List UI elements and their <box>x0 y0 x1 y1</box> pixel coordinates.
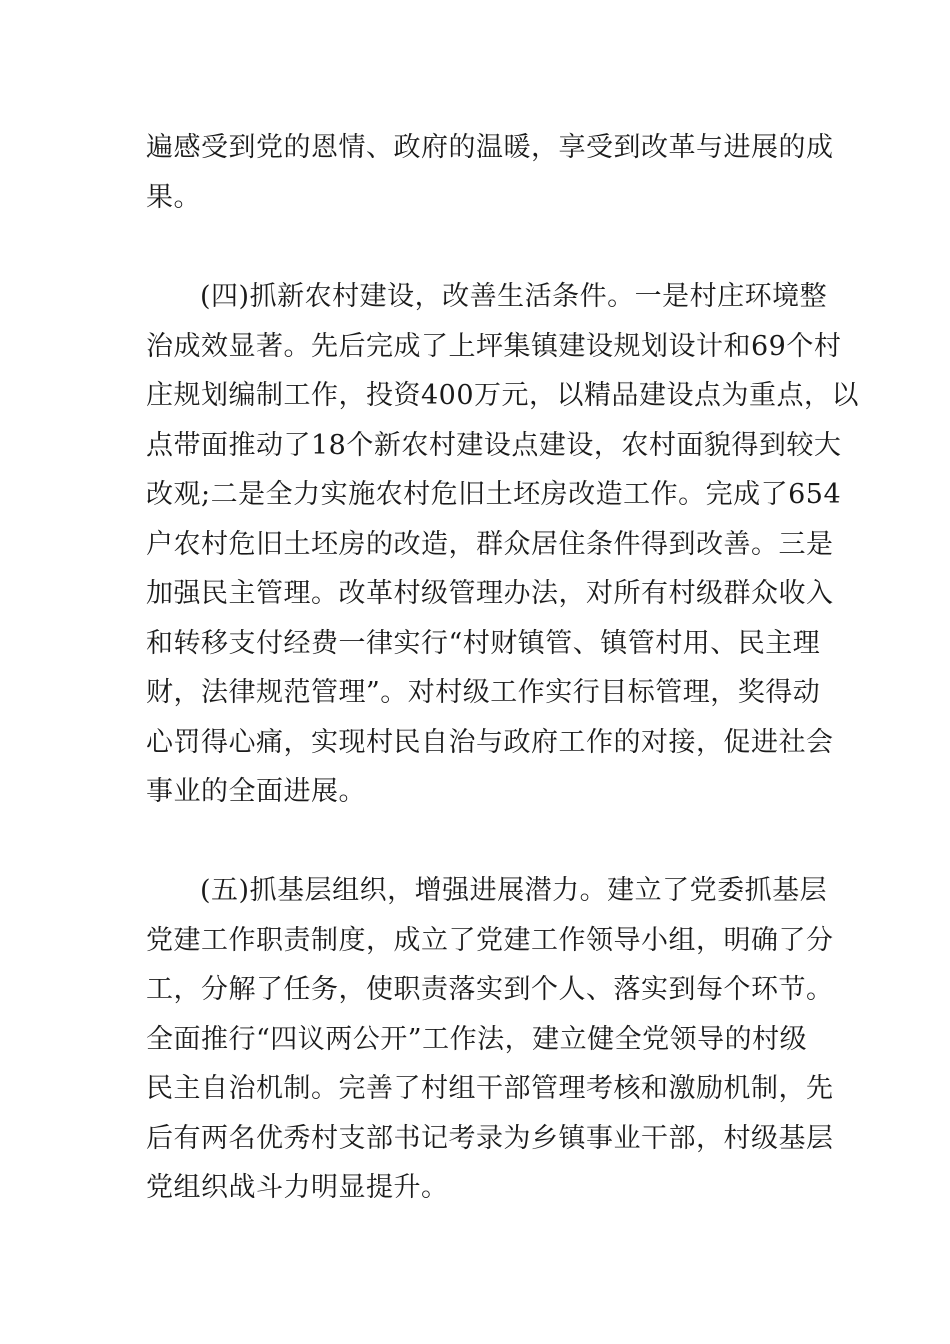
paragraph-line: 民主自治机制。完善了村组干部管理考核和激励机制，先 <box>146 1073 834 1104</box>
paragraph-section-4 <box>146 272 860 817</box>
paragraph-line: 党组织战斗力明显提升。 <box>146 1172 449 1203</box>
paragraph-line: 治成效显著。先后完成了上坪集镇建设规划设计和69个村 <box>146 330 842 362</box>
paragraph-line: 果。 <box>146 181 201 213</box>
paragraph-line: 事业的全面进展。 <box>146 776 366 807</box>
paragraph-line: (五)抓基层组织，增强进展潜力。建立了党委抓基层 <box>200 875 828 906</box>
paragraph-line: 庄规划编制工作，投资400万元，以精品建设点为重点，以 <box>146 380 860 411</box>
paragraph-line: 加强民主管理。改革村级管理办法，对所有村级群众收入 <box>146 578 834 609</box>
paragraph-line: (四)抓新农村建设，改善生活条件。一是村庄环境整 <box>200 281 828 312</box>
paragraph-line: 改观;二是全力实施农村危旧土坯房改造工作。完成了654 <box>146 479 842 510</box>
paragraph-line: 和转移支付经费一律实行“村财镇管、镇管村用、民主理 <box>146 627 821 659</box>
paragraph-section-5 <box>146 866 834 1213</box>
paragraph-line: 遍感受到党的恩情、政府的温暖，享受到改革与进展的成 <box>146 132 834 163</box>
paragraph-line: 工，分解了任务，使职责落实到个人、落实到每个环节。 <box>146 974 834 1005</box>
paragraph-line: 点带面推动了18个新农村建设点建设，农村面貌得到较大 <box>146 429 842 461</box>
paragraph-line: 财，法律规范管理”。对村级工作实行目标管理，奖得动 <box>146 677 821 708</box>
paragraph-continued <box>146 123 834 222</box>
paragraph-line: 后有两名优秀村支部书记考录为乡镇事业干部，村级基层 <box>146 1122 834 1154</box>
paragraph-line: 心罚得心痛，实现村民自治与政府工作的对接，促进社会 <box>146 726 834 758</box>
paragraph-line: 户农村危旧土坯房的改造，群众居住条件得到改善。三是 <box>146 528 834 560</box>
paragraph-line: 党建工作职责制度，成立了党建工作领导小组，明确了分 <box>146 924 834 956</box>
paragraph-line: 全面推行“四议两公开”工作法，建立健全党领导的村级 <box>146 1023 808 1055</box>
